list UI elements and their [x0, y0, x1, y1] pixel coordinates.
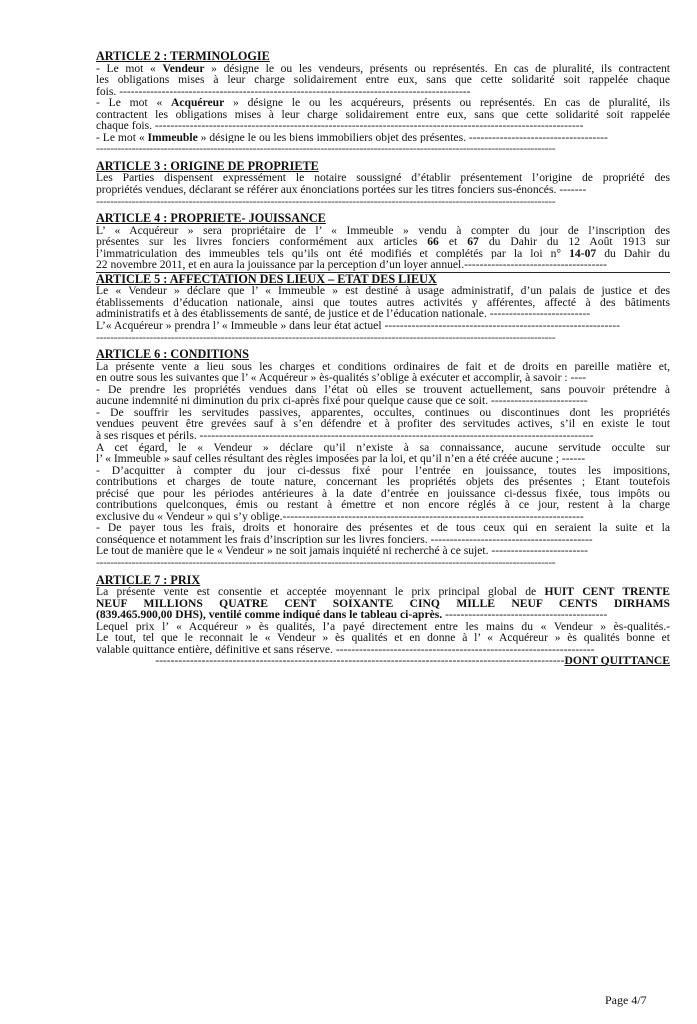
paragraph-line: 22 novembre 2011, et en aura la jouissance par la perception d’un loyer annuel.------------------------------------- [96, 259, 608, 271]
article-4-title: ARTICLE 4 : PROPRIETE- JOUISSANCE [96, 213, 326, 225]
paragraph-line: à ses risques et périls. ------------------------------------------------------------------------------------------------------ [96, 429, 594, 442]
text: - Le mot « [96, 131, 148, 144]
paragraph-line: L’« Acquéreur » prendra l’ « Immeuble » dans leur état actuel ------------------------------------------------------------- [96, 320, 620, 332]
paragraph-line: A cet égard, le « Vendeur » déclare qu’il n’existe à sa connaissance, aucune servitude occulte sur [96, 441, 670, 454]
paragraph-line: Les Parties dispensent expressément le notaire soussigné d’établir présentement l’origine de propriété des [96, 172, 670, 185]
article-5-title: ARTICLE 5 : AFFECTATION DES LIEUX – ETAT DES LIEUX [96, 273, 437, 286]
paragraph-line: - De payer tous les frais, droits et honoraire des présentes et de tous ceux qui en seraient la suite et la [96, 522, 670, 534]
article-3 [96, 161, 670, 207]
paragraph-line: établissements d’éducation nationale, ainsi que toutes autres activités y afférentes, affecté à des bâtiments [96, 296, 670, 309]
article-6 [96, 349, 670, 568]
article-7-title: ARTICLE 7 : PRIX [96, 574, 201, 587]
paragraph-line [96, 609, 670, 621]
paragraph-line: - De prendre les propriétés vendues dans l’état où elles se trouvent actuellement, sans pouvoir prétendre à [96, 383, 670, 396]
article-number: 66 [427, 236, 439, 248]
page-number: Page 4/7 [605, 993, 647, 1007]
article-7 [96, 575, 670, 667]
article-number: 67 [467, 236, 479, 248]
separator-line: --------------------------------------------------------------------------------------------------------------------------------- [96, 556, 556, 569]
text: du Dahir du [596, 247, 670, 260]
paragraph-line: vendues peuvent être grevées sauf à s’en défendre et à profiter des servitudes actives, s’il en existe le tout [96, 418, 670, 430]
paragraph-line: fois. ------------------------------------------------------------------------------------------- [96, 85, 471, 98]
paragraph-line: valable quittance entière, définitive et sans réserve. ------------------------------------------------------------------- [96, 643, 595, 656]
paragraph-line [96, 132, 670, 144]
separator-line: --------------------------------------------------------------------------------------------------------------------------------- [96, 195, 556, 208]
paragraph-line [96, 248, 670, 260]
closing-line [96, 655, 670, 667]
article-4 [96, 213, 670, 271]
text: La présente vente est consentie et acceptée moyennant le prix principal global de [96, 586, 545, 598]
paragraph-line: les obligations mises à leur charge solidairement entre eux, sans que cette solidarité soit rappelée chaque [96, 74, 670, 86]
paragraph-line: conséquence et notamment les frais d’inscription sur les livres fonciers. ------------------------------------------ [96, 533, 593, 546]
paragraph-line: La présente vente a lieu sous les charges et conditions ordinaires de fait et de droits en pareille matière et, [96, 360, 670, 373]
price-amount: (839.465.900,00 DHS), ventilé comme indiqué dans le tableau ci-après. [96, 609, 443, 621]
price-in-words: NEUF MILLIONS QUATRE CENT SOIXANTE CINQ MILLE NEUF CENTS DIRHAMS [96, 597, 670, 610]
text: - Le mot « [96, 97, 172, 109]
text: présentes sur les livres fonciers conformément aux articles [96, 236, 428, 248]
text: ---------------------------------------------------------------------------------------------------------- [155, 655, 565, 667]
term-immeuble: Immeuble [147, 131, 198, 144]
paragraph-line [96, 97, 670, 109]
text: - Le mot « [96, 62, 163, 75]
paragraph-line: propriétés vendues, déclarant se référer aux énonciations portées sur les titres fonciers sus-énoncés. ------- [96, 184, 587, 196]
text: du Dahir du 12 Août 1913 sur [478, 236, 670, 248]
paragraph-line: aucune indemnité ni diminution du prix ci-après fixé pour quelque cause que ce soit. ------------------------- [96, 395, 588, 407]
price-in-words: HUIT CENT TRENTE [544, 586, 670, 598]
paragraph-line: Le tout, tel que le reconnait le « Vendeur » ès qualités et en donne à l’ « Acquéreur » ès qualités bonne et [96, 632, 670, 644]
paragraph-line: Lequel prix l’ « Acquéreur » ès qualités, l’a payé directement entre les mains du « Vendeur » ès-qualités.- [96, 620, 670, 633]
paragraph-line: - De souffrir les servitudes passives, apparentes, occultes, continues ou discontinues dont les propriétés [96, 406, 670, 419]
article-2-title: ARTICLE 2 : TERMINOLOGIE [96, 51, 270, 63]
paragraph-line: Le tout de manière que le « Vendeur » ne soit jamais inquiété ni recherché à ce sujet. ------------------------- [96, 545, 588, 557]
article-3-title: ARTICLE 3 : ORIGINE DE PROPRIETE [96, 160, 319, 173]
dont-quittance: DONT QUITTANCE [564, 655, 670, 667]
paragraph-line [96, 63, 670, 75]
paragraph-line: contributions et charges de toute nature, concernant les propriétés objets des présentes ; Etant toutefois [96, 476, 670, 488]
article-5 [96, 274, 670, 343]
text: et [438, 236, 468, 248]
horizontal-rule [96, 272, 670, 273]
paragraph-line: administratifs et à des établissements de santé, de justice et de l’éducation nationale. -------------------------- [96, 308, 591, 321]
text: » désigne le ou les vendeurs, présents ou représentés. En cas de pluralité, ils contractent [204, 62, 670, 75]
paragraph-line: en outre sous les suivantes que l’ « Acquéreur » ès-qualités s’oblige à exécuter et accomplir, à savoir : ---- [96, 372, 586, 384]
paragraph-line: - D’acquitter à compter du jour ci-dessus fixé pour l’entrée en jouissance, toutes les impositions, [96, 464, 670, 477]
article-2 [96, 51, 670, 155]
text: l’immatriculation des immeubles tels qu’ils ont été modifiés et complétés par la loi n° [96, 247, 570, 260]
paragraph-line [96, 598, 670, 610]
term-acquereur: Acquéreur [171, 97, 225, 109]
paragraph-line: l’ « Immeuble » sauf celles résultant des règles imposées par la loi, et qu’il n’en a été créée aucune ; ------ [96, 453, 586, 465]
paragraph-line: Le « Vendeur » déclare que l’ « Immeuble » est destiné à usage administratif, d’un palais de justice et des [96, 285, 670, 297]
paragraph-line [96, 236, 670, 248]
article-6-title: ARTICLE 6 : CONDITIONS [96, 349, 249, 361]
paragraph-line: L’ « Acquéreur » sera propriétaire de l’ « Immeuble » vendu à compter du jour de l’inscription des [96, 224, 670, 237]
separator-line: --------------------------------------------------------------------------------------------------------------------------------- [96, 331, 556, 344]
paragraph-line [96, 586, 670, 598]
paragraph-line: chaque fois. --------------------------------------------------------------------------------------------------------------- [96, 120, 584, 132]
text: » désigne le ou les biens immobiliers objet des présentes. ------------------------------------ [197, 131, 608, 144]
law-number: 14-07 [569, 247, 597, 260]
document-body [96, 51, 670, 667]
paragraph-line: contractent les obligations mises à leur charge solidairement entre eux, sans que cette solidarité soit rappelée [96, 108, 670, 121]
term-vendeur: Vendeur [162, 62, 205, 75]
paragraph-line: précisé que pour les périodes antérieures à la date d’entrée en jouissance ci-dessus fixée, tous impôts ou [96, 487, 670, 500]
text: » désigne le ou les acquéreurs, présents ou représentés. En cas de pluralité, ils [224, 97, 670, 109]
separator-line: --------------------------------------------------------------------------------------------------------------------------------- [96, 143, 556, 155]
text: ------------------------------------------ [442, 609, 608, 621]
paragraph-line: exclusive du « Vendeur » qui s’y oblige.------------------------------------------------------------------------------ [96, 510, 584, 523]
paragraph-line: contributions quelconques, émis ou restant à émettre et non encore réglés à ce jour, restent à la charge [96, 499, 670, 511]
